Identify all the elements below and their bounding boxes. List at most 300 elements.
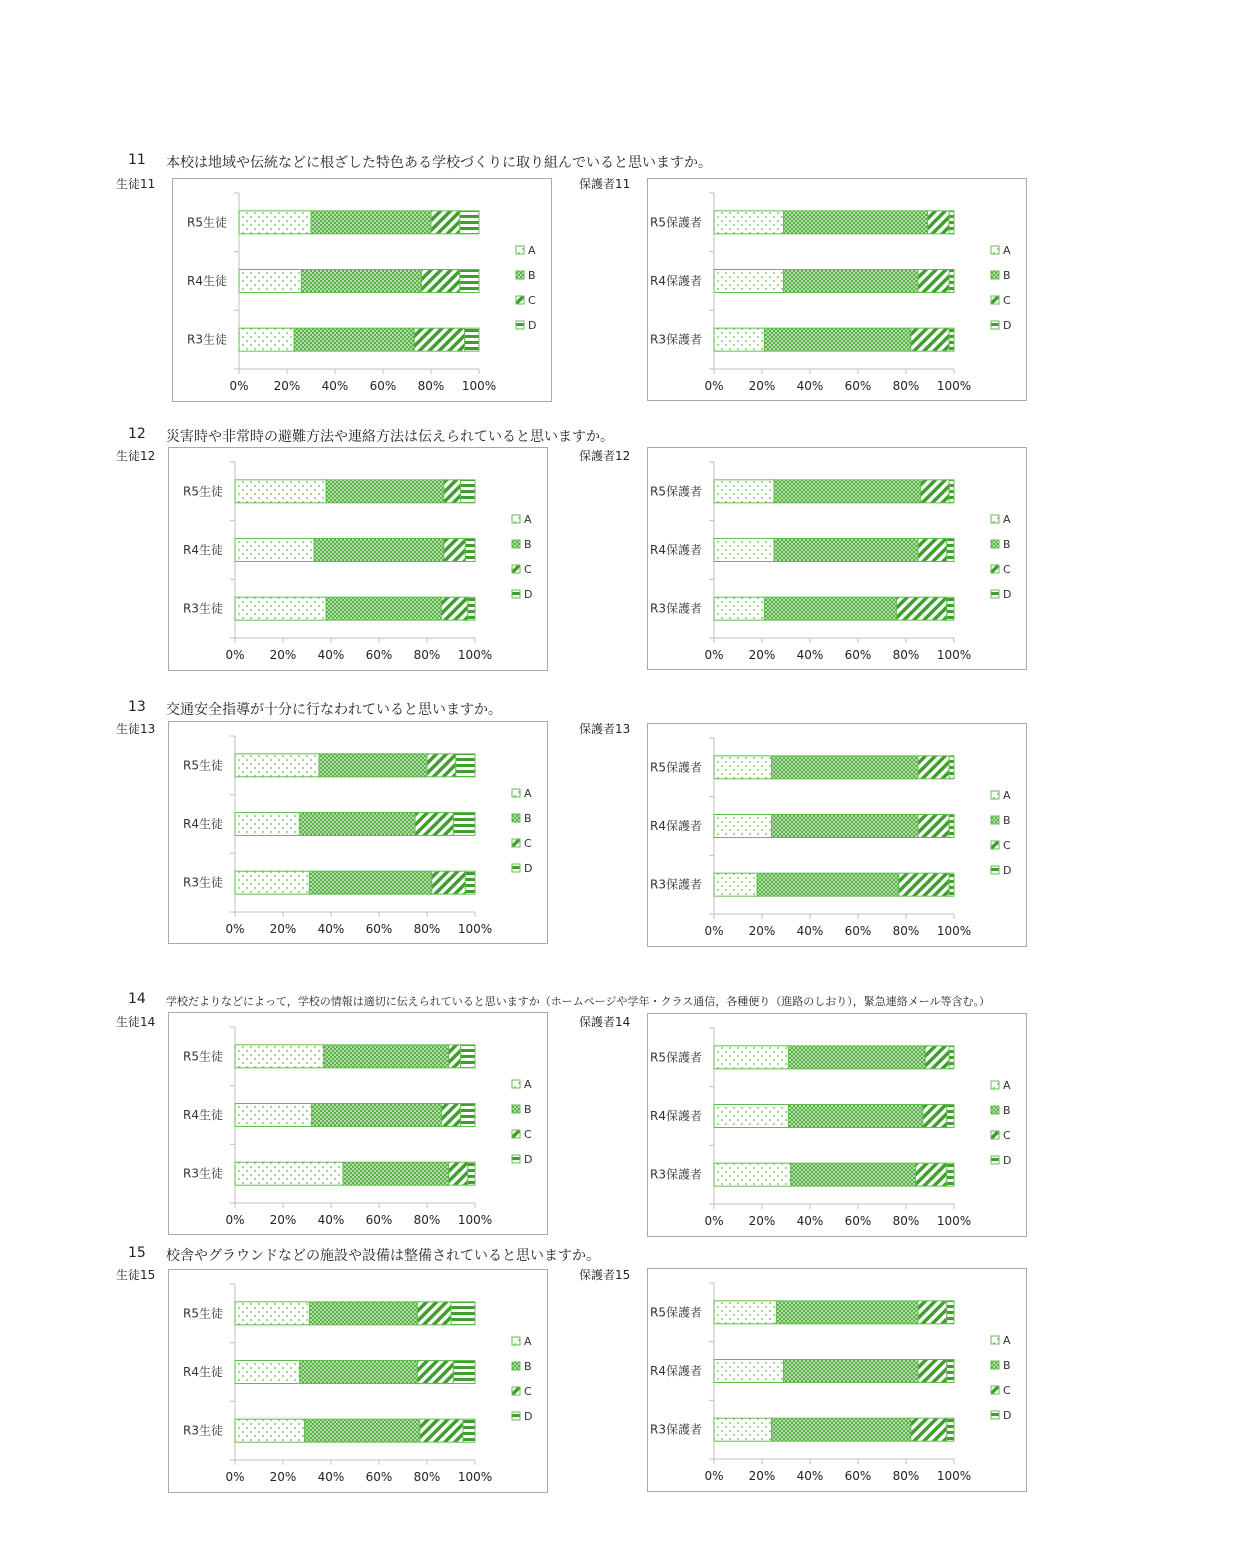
legend-swatch <box>516 246 524 254</box>
question-number: 15 <box>128 1245 146 1261</box>
legend-swatch <box>991 246 999 254</box>
legend-swatch <box>991 1106 999 1114</box>
x-tick-label: 60% <box>369 379 397 393</box>
bar-segment-c <box>415 813 453 836</box>
legend-label: B <box>524 1360 532 1373</box>
chart-label: 生徒11 <box>116 177 156 191</box>
category-label: R4生徒 <box>183 817 223 831</box>
x-tick-label: 80% <box>413 648 441 662</box>
legend-swatch <box>512 1130 520 1138</box>
legend <box>512 1078 532 1166</box>
category-label: R4生徒 <box>183 543 223 557</box>
bar-segment-a <box>714 815 772 838</box>
x-tick-label: 40% <box>796 1469 824 1483</box>
legend-swatch <box>516 271 524 279</box>
bar-segment-c <box>417 1361 453 1384</box>
legend <box>991 513 1011 601</box>
legend-label: A <box>524 1335 532 1348</box>
bar-segment-c <box>421 270 459 293</box>
x-tick-label: 0% <box>704 924 724 938</box>
bar-segment-a <box>235 871 309 894</box>
category-label: R5生徒 <box>183 1049 223 1064</box>
bar-segment-b <box>784 211 928 234</box>
legend-swatch <box>512 1387 520 1395</box>
bar-segment-c <box>417 1302 451 1325</box>
x-tick-label: 40% <box>796 924 824 938</box>
legend-swatch <box>991 816 999 824</box>
category-label: R5生徒 <box>183 484 223 499</box>
x-tick-label: 80% <box>892 1214 920 1228</box>
legend-label: D <box>524 1410 533 1423</box>
bar-segment-b <box>764 597 896 620</box>
question-text: 学校だよりなどによって，学校の情報は適切に伝えられていると思いますか（ホームページや学年・クラス通信，各種便り（進路のしおり），緊急連絡メール等含む。） <box>166 995 991 1008</box>
stacked-bar-chart <box>647 1268 1027 1492</box>
bar-segment-c <box>420 1419 463 1442</box>
category-label: R4生徒 <box>187 274 227 288</box>
bar-segment-d <box>949 270 954 293</box>
legend <box>512 1335 532 1423</box>
bar-segment-c <box>918 1360 947 1383</box>
x-tick-label: 80% <box>413 1470 441 1484</box>
bar-segment-c <box>918 270 949 293</box>
x-tick-label: 100% <box>936 379 972 393</box>
x-tick-label: 80% <box>892 924 920 938</box>
bar-segment-d <box>949 480 954 503</box>
category-label: R3生徒 <box>183 1423 223 1438</box>
bar-segment-d <box>949 815 954 838</box>
bar-segment-c <box>918 756 949 779</box>
chart-label: 保護者13 <box>579 722 631 736</box>
chart-label: 生徒12 <box>116 449 156 463</box>
legend-label: B <box>1003 1104 1011 1117</box>
legend <box>516 244 536 332</box>
bar-segment-c <box>911 1418 947 1441</box>
x-tick-label: 60% <box>844 924 872 938</box>
legend-swatch <box>991 565 999 573</box>
legend-swatch <box>512 1155 520 1163</box>
bar-segment-c <box>449 1162 468 1185</box>
bar-segment-d <box>451 1302 475 1325</box>
bar-segment-a <box>239 211 311 234</box>
legend-swatch <box>512 839 520 847</box>
bar-segment-b <box>294 328 414 351</box>
x-tick-label: 60% <box>844 379 872 393</box>
chart-label: 保護者11 <box>579 177 631 191</box>
x-tick-label: 80% <box>892 648 920 662</box>
bar-segment-b <box>314 539 444 562</box>
bar-segment-b <box>309 1302 417 1325</box>
x-tick-label: 80% <box>417 379 445 393</box>
bar-segment-b <box>757 873 899 896</box>
bar-segment-a <box>714 1360 784 1383</box>
bar-segment-c <box>899 873 949 896</box>
bar-segment-a <box>714 756 772 779</box>
x-tick-label: 60% <box>365 1470 393 1484</box>
legend-swatch <box>512 590 520 598</box>
legend <box>991 1334 1011 1422</box>
bar-segment-d <box>465 328 479 351</box>
legend-label: A <box>1003 1079 1011 1092</box>
legend-swatch <box>991 590 999 598</box>
category-label: R3保護者 <box>650 877 702 892</box>
x-tick-label: 80% <box>892 379 920 393</box>
legend-swatch <box>512 540 520 548</box>
x-tick-label: 60% <box>844 1469 872 1483</box>
x-tick-label: 60% <box>844 648 872 662</box>
bar-segment-d <box>460 211 479 234</box>
chart-label: 生徒15 <box>116 1268 156 1282</box>
legend-swatch <box>512 814 520 822</box>
question-number: 13 <box>128 699 146 715</box>
bar-segment-a <box>235 754 319 777</box>
x-tick-label: 20% <box>748 648 776 662</box>
stacked-bar-chart <box>647 723 1027 947</box>
bar-segment-c <box>449 1045 461 1068</box>
bar-segment-b <box>300 1361 418 1384</box>
legend-label: A <box>1003 244 1011 257</box>
bar-segment-d <box>947 1418 954 1441</box>
category-label: R5保護者 <box>650 215 702 230</box>
bar-segment-d <box>468 1162 475 1185</box>
question-text: 交通安全指導が十分に行なわれていると思いますか。 <box>166 702 502 718</box>
stacked-bar-chart <box>168 1012 548 1235</box>
x-tick-label: 40% <box>317 648 345 662</box>
category-label: R5生徒 <box>183 758 223 773</box>
legend <box>991 244 1011 332</box>
legend <box>512 513 532 601</box>
x-tick-label: 100% <box>457 1470 493 1484</box>
bar-segment-a <box>714 480 774 503</box>
legend-swatch <box>512 789 520 797</box>
x-tick-label: 100% <box>461 379 497 393</box>
legend-label: D <box>1003 1154 1012 1167</box>
bar-segment-b <box>784 270 918 293</box>
bar-segment-d <box>947 1163 954 1186</box>
bar-segment-d <box>460 270 479 293</box>
category-label: R3保護者 <box>650 332 702 347</box>
stacked-bar-chart <box>172 178 552 402</box>
question-text: 災害時や非常時の避難方法や連絡方法は伝えられていると思いますか。 <box>166 429 614 445</box>
bar-segment-d <box>465 539 475 562</box>
x-tick-label: 20% <box>273 379 301 393</box>
x-tick-label: 0% <box>704 648 724 662</box>
legend-label: A <box>528 244 536 257</box>
legend-label: C <box>1003 294 1011 307</box>
legend-swatch <box>512 1105 520 1113</box>
bar-segment-c <box>918 815 949 838</box>
legend-label: D <box>1003 588 1012 601</box>
bar-segment-d <box>949 328 954 351</box>
x-tick-label: 100% <box>936 1469 972 1483</box>
bar-segment-b <box>312 1104 442 1127</box>
legend-label: C <box>524 1385 532 1398</box>
legend-swatch <box>991 791 999 799</box>
legend-swatch <box>512 1362 520 1370</box>
bar-segment-b <box>326 480 444 503</box>
legend-swatch <box>991 1386 999 1394</box>
x-tick-label: 40% <box>796 648 824 662</box>
bar-segment-b <box>791 1163 916 1186</box>
legend-swatch <box>991 1131 999 1139</box>
legend-label: D <box>1003 319 1012 332</box>
x-tick-label: 20% <box>748 924 776 938</box>
bar-segment-d <box>453 813 475 836</box>
legend-swatch <box>512 515 520 523</box>
legend-label: D <box>524 1153 533 1166</box>
category-label: R3生徒 <box>183 1166 223 1181</box>
bar-segment-c <box>925 1046 949 1069</box>
bar-segment-d <box>949 1046 954 1069</box>
bar-segment-a <box>714 1163 791 1186</box>
legend-swatch <box>991 296 999 304</box>
bar-segment-c <box>896 597 946 620</box>
bar-segment-d <box>453 1361 475 1384</box>
bar-segment-a <box>235 1361 300 1384</box>
legend-swatch <box>512 1337 520 1345</box>
stacked-bar-chart <box>647 178 1027 401</box>
legend-label: A <box>1003 513 1011 526</box>
legend-swatch <box>991 841 999 849</box>
category-label: R3保護者 <box>650 1167 702 1182</box>
legend-label: A <box>524 787 532 800</box>
bar-segment-d <box>949 873 954 896</box>
legend-swatch <box>512 565 520 573</box>
bar-segment-d <box>947 539 954 562</box>
category-label: R4生徒 <box>183 1108 223 1122</box>
bar-segment-a <box>714 1418 772 1441</box>
legend-label: C <box>1003 1129 1011 1142</box>
bar-segment-c <box>923 1105 947 1128</box>
bar-segment-b <box>784 1360 918 1383</box>
bar-segment-b <box>772 1418 911 1441</box>
x-tick-label: 40% <box>796 379 824 393</box>
stacked-bar-chart <box>647 1013 1027 1237</box>
question-number: 12 <box>128 426 146 442</box>
x-tick-label: 60% <box>365 1213 393 1227</box>
x-tick-label: 40% <box>321 379 349 393</box>
category-label: R5生徒 <box>183 1306 223 1321</box>
bar-segment-b <box>774 480 920 503</box>
x-tick-label: 20% <box>269 648 297 662</box>
legend-label: B <box>528 269 536 282</box>
legend-swatch <box>991 1156 999 1164</box>
chart-label: 生徒14 <box>116 1015 156 1029</box>
bar-segment-d <box>947 597 954 620</box>
category-label: R4保護者 <box>650 543 702 557</box>
legend-swatch <box>991 1361 999 1369</box>
legend-label: A <box>1003 1334 1011 1347</box>
category-label: R4保護者 <box>650 1364 702 1378</box>
stacked-bar-chart <box>168 721 548 944</box>
category-label: R5保護者 <box>650 1050 702 1065</box>
legend-label: D <box>528 319 537 332</box>
bar-segment-a <box>235 813 300 836</box>
bar-segment-c <box>920 480 949 503</box>
bar-segment-c <box>441 1104 460 1127</box>
legend-swatch <box>991 540 999 548</box>
category-label: R5保護者 <box>650 760 702 775</box>
x-tick-label: 0% <box>225 648 245 662</box>
bar-segment-a <box>714 1046 788 1069</box>
bar-segment-a <box>714 1301 776 1324</box>
chart-label: 生徒13 <box>116 722 156 736</box>
category-label: R5生徒 <box>187 215 227 230</box>
bar-segment-a <box>235 597 326 620</box>
legend-swatch <box>991 866 999 874</box>
x-tick-label: 20% <box>748 1469 776 1483</box>
category-label: R4保護者 <box>650 1109 702 1123</box>
legend-swatch <box>512 1412 520 1420</box>
legend-label: D <box>1003 864 1012 877</box>
legend-swatch <box>991 1411 999 1419</box>
category-label: R4保護者 <box>650 274 702 288</box>
question-text: 本校は地域や伝統などに根ざした特色ある学校づくりに取り組んでいると思いますか。 <box>166 155 712 171</box>
legend-swatch <box>991 515 999 523</box>
bar-segment-b <box>343 1162 449 1185</box>
bar-segment-b <box>764 328 910 351</box>
bar-segment-a <box>714 211 784 234</box>
x-tick-label: 100% <box>457 648 493 662</box>
bar-segment-b <box>301 270 421 293</box>
bar-segment-b <box>772 815 918 838</box>
bar-segment-a <box>235 1104 312 1127</box>
x-tick-label: 0% <box>225 1213 245 1227</box>
bar-segment-b <box>309 871 431 894</box>
legend <box>991 789 1011 877</box>
legend-label: D <box>524 862 533 875</box>
stacked-bar-chart <box>168 447 548 671</box>
legend-label: B <box>1003 1359 1011 1372</box>
bar-segment-b <box>326 597 441 620</box>
legend-swatch <box>991 321 999 329</box>
bar-segment-a <box>714 270 784 293</box>
bar-segment-c <box>432 871 466 894</box>
bar-segment-b <box>788 1105 922 1128</box>
legend-label: C <box>524 837 532 850</box>
category-label: R4生徒 <box>183 1365 223 1379</box>
legend-label: B <box>524 1103 532 1116</box>
x-tick-label: 100% <box>936 1214 972 1228</box>
x-tick-label: 0% <box>225 1470 245 1484</box>
bar-segment-c <box>431 211 460 234</box>
legend-label: A <box>1003 789 1011 802</box>
bar-segment-b <box>305 1419 420 1442</box>
bar-segment-d <box>949 756 954 779</box>
legend-label: B <box>524 538 532 551</box>
bar-segment-a <box>235 1045 324 1068</box>
legend-label: B <box>1003 814 1011 827</box>
legend <box>512 787 532 875</box>
category-label: R4保護者 <box>650 819 702 833</box>
bar-segment-c <box>414 328 464 351</box>
bar-segment-c <box>911 328 949 351</box>
x-tick-label: 100% <box>457 922 493 936</box>
bar-segment-a <box>714 597 764 620</box>
chart-label: 保護者14 <box>579 1015 631 1029</box>
bar-segment-d <box>461 1104 475 1127</box>
legend-label: A <box>524 1078 532 1091</box>
legend-label: C <box>1003 1384 1011 1397</box>
legend-label: A <box>524 513 532 526</box>
category-label: R3保護者 <box>650 601 702 616</box>
bar-segment-b <box>788 1046 925 1069</box>
category-label: R3保護者 <box>650 1422 702 1437</box>
x-tick-label: 20% <box>269 1213 297 1227</box>
bar-segment-c <box>427 754 456 777</box>
x-tick-label: 100% <box>936 648 972 662</box>
bar-segment-d <box>947 1105 954 1128</box>
bar-segment-b <box>319 754 427 777</box>
x-tick-label: 60% <box>844 1214 872 1228</box>
legend-label: C <box>1003 563 1011 576</box>
stacked-bar-chart <box>168 1269 548 1493</box>
question-number: 14 <box>128 991 146 1007</box>
legend-label: B <box>1003 538 1011 551</box>
category-label: R3生徒 <box>183 875 223 890</box>
bar-segment-d <box>465 871 475 894</box>
category-label: R3生徒 <box>183 601 223 616</box>
bar-segment-c <box>916 1163 947 1186</box>
legend-label: B <box>524 812 532 825</box>
legend-swatch <box>991 271 999 279</box>
x-tick-label: 60% <box>365 648 393 662</box>
bar-segment-c <box>444 480 461 503</box>
x-tick-label: 100% <box>936 924 972 938</box>
x-tick-label: 0% <box>704 379 724 393</box>
bar-segment-b <box>300 813 415 836</box>
bar-segment-b <box>774 539 918 562</box>
category-label: R3生徒 <box>187 332 227 347</box>
bar-segment-d <box>947 1301 954 1324</box>
x-tick-label: 20% <box>748 1214 776 1228</box>
legend-label: D <box>1003 1409 1012 1422</box>
bar-segment-c <box>441 597 467 620</box>
bar-segment-b <box>776 1301 918 1324</box>
x-tick-label: 40% <box>317 1470 345 1484</box>
legend-label: B <box>1003 269 1011 282</box>
legend-label: C <box>528 294 536 307</box>
bar-segment-a <box>239 270 301 293</box>
bar-segment-b <box>324 1045 449 1068</box>
bar-segment-b <box>772 756 918 779</box>
bar-segment-c <box>928 211 950 234</box>
x-tick-label: 0% <box>704 1469 724 1483</box>
bar-segment-a <box>235 1419 305 1442</box>
legend <box>991 1079 1011 1167</box>
x-tick-label: 40% <box>796 1214 824 1228</box>
bar-segment-a <box>235 1162 343 1185</box>
bar-segment-a <box>235 1302 309 1325</box>
bar-segment-a <box>714 873 757 896</box>
bar-segment-c <box>918 539 947 562</box>
x-tick-label: 80% <box>413 1213 441 1227</box>
legend-swatch <box>512 864 520 872</box>
stacked-bar-chart <box>647 447 1027 670</box>
bar-segment-d <box>461 480 475 503</box>
bar-segment-c <box>918 1301 947 1324</box>
x-tick-label: 40% <box>317 1213 345 1227</box>
bar-segment-c <box>444 539 466 562</box>
x-tick-label: 40% <box>317 922 345 936</box>
chart-label: 保護者12 <box>579 449 631 463</box>
x-tick-label: 80% <box>413 922 441 936</box>
x-tick-label: 20% <box>269 1470 297 1484</box>
bar-segment-d <box>456 754 475 777</box>
legend-label: D <box>524 588 533 601</box>
legend-swatch <box>516 321 524 329</box>
category-label: R5保護者 <box>650 484 702 499</box>
legend-swatch <box>516 296 524 304</box>
